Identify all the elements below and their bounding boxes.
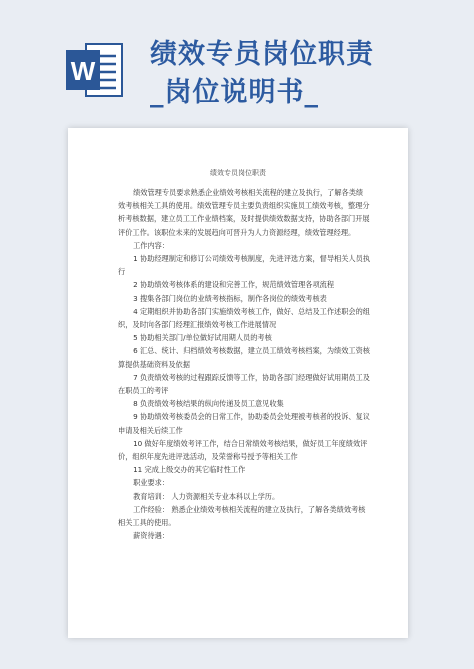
document-paragraph: 5 协助相关部门/单位做好试用期人员的考核 [133,333,272,343]
document-paragraph: 工作内容： [133,240,170,250]
document-paragraph: 绩效管理专员要求熟悉企业绩效考核相关流程的建立及执行，了解各类绩效考核相关工具的使用。绩效管理专员主要负责组织实施员工绩效考核，整理分析考核数据，建立员工工作业绩档案，及时提供绩效数据支持，协助各部门开展评价工作。该职位未来的发展趋向可晋升为人力资源经理，绩效管理经理。 [118,188,370,237]
svg-text:W: W [70,56,96,86]
banner-title-line2: _岗位说明书_ [150,77,319,108]
document-page [68,128,408,638]
document-paragraph: 9 协助绩效考核委员会的日常工作，协助委员会处理被考核者的投诉、复议申请及相关后续工作 [118,412,370,435]
document-paragraph: 薪资待遇： [133,531,170,541]
document-paragraph: 2 协助绩效考核体系的建设和完善工作，规范绩效管理各项流程 [133,280,335,290]
document-paragraph: 职业要求： [133,478,170,488]
banner-header [0,0,474,118]
document-paragraph: 1 协助经理制定和修订公司绩效考核制度，先进评选方案，督导相关人员执行 [118,254,370,277]
banner-title-line1: 绩效专员岗位职责 [150,39,374,70]
document-paragraph: 3 搜集各部门岗位的业绩考核指标，制作各岗位的绩效考核表 [133,293,327,303]
document-paragraph: 10 做好年度绩效考评工作，结合日常绩效考核结果，做好员工年度绩效评价，组织年度先进评选活动，及荣誉称号授予等相关工作 [118,438,368,462]
document-heading: 绩效专员岗位职责 [210,169,266,177]
document-paragraph: 工作经验： 熟悉企业绩效考核相关流程的建立及执行，了解各类绩效考核相关工具的使用。 [118,504,366,528]
word-document-icon [62,38,126,102]
document-paragraph: 7 负责绩效考核的过程跟踪反馈等工作，协助各部门经理做好试用期员工及在职员工的考评 [118,372,370,396]
document-paragraph: 6 汇总、统计、归档绩效考核数据，建立员工绩效考核档案，为绩效工资核算提供基础资料及依据 [118,346,370,369]
document-paragraph: 教育培训： 人力资源相关专业本科以上学历。 [133,491,280,501]
document-body [118,186,370,542]
document-paragraph: 11 完成上级交办的其它临时性工作 [133,465,246,475]
document-paragraph: 4 定期组织并协助各部门实施绩效考核工作，做好、总结及工作述职会的组织，及时向各部门经理汇报绩效考核工作进展情况 [118,306,370,330]
document-paragraph: 8 负责绩效考核结果的纵向传递及员工意见收集 [133,399,284,409]
